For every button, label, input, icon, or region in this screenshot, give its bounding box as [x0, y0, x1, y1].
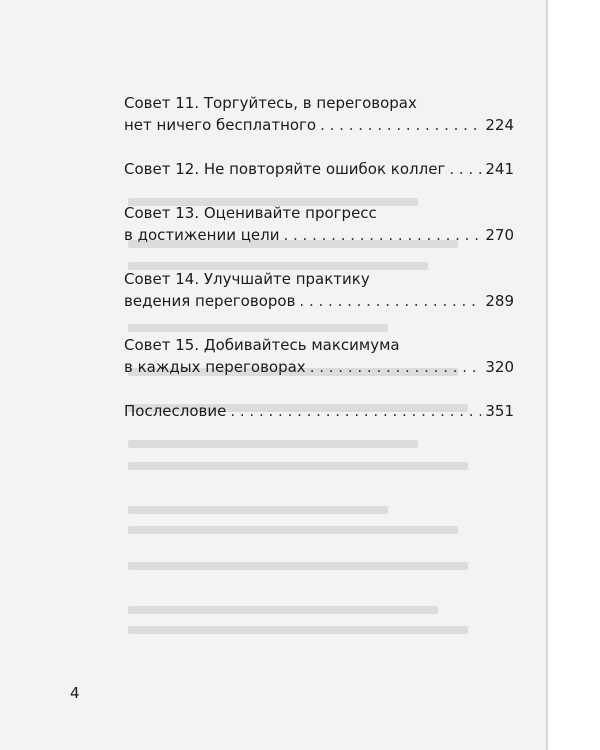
toc-entry-last-line	[124, 290, 514, 312]
toc-page-number: 320	[485, 358, 514, 376]
toc-page-number: 351	[485, 402, 514, 420]
toc-entry-title: в достижении цели	[124, 226, 280, 244]
toc-entry-last-line	[124, 158, 514, 180]
page-number: 4	[70, 684, 80, 702]
toc-entry	[124, 158, 514, 180]
toc-entry	[124, 400, 514, 422]
toc-entry-title-line: Совет 15. Добивайтесь максимума	[124, 336, 400, 354]
toc-entry-last-line	[124, 224, 514, 246]
toc-entry-title-line: Совет 13. Оценивайте прогресс	[124, 204, 377, 222]
toc-entry-last-line	[124, 114, 514, 136]
ghost-line	[128, 526, 458, 534]
toc-entry-last-line	[124, 356, 514, 378]
toc-entry-title: нет ничего бесплатного	[124, 116, 317, 134]
toc-entry-title: в каждых переговорах	[124, 358, 306, 376]
ghost-line	[128, 606, 438, 614]
table-of-contents	[124, 92, 514, 444]
toc-entry-title: Послесловие	[124, 402, 227, 420]
toc-page-number: 289	[485, 292, 514, 310]
dot-leader	[320, 114, 481, 136]
toc-page-number: 270	[485, 226, 514, 244]
toc-page-number: 224	[485, 116, 514, 134]
toc-entry	[124, 334, 514, 378]
toc-entry-title-line: Совет 14. Улучшайте практику	[124, 270, 370, 288]
toc-entry-title: ведения переговоров	[124, 292, 296, 310]
ghost-line	[128, 562, 468, 570]
dot-leader	[449, 158, 481, 180]
toc-entry	[124, 92, 514, 136]
toc-entry-title-line: Совет 11. Торгуйтесь, в переговорах	[124, 94, 417, 112]
toc-entry-title: Совет 12. Не повторяйте ошибок коллег	[124, 160, 446, 178]
toc-entry	[124, 268, 514, 312]
dot-leader	[283, 224, 481, 246]
toc-page-number: 241	[485, 160, 514, 178]
ghost-line	[128, 462, 468, 470]
toc-entry-last-line	[124, 400, 514, 422]
dot-leader	[299, 290, 481, 312]
ghost-line	[128, 506, 388, 514]
dot-leader	[230, 400, 481, 422]
ghost-line	[128, 626, 468, 634]
toc-entry	[124, 202, 514, 246]
dot-leader	[310, 356, 482, 378]
